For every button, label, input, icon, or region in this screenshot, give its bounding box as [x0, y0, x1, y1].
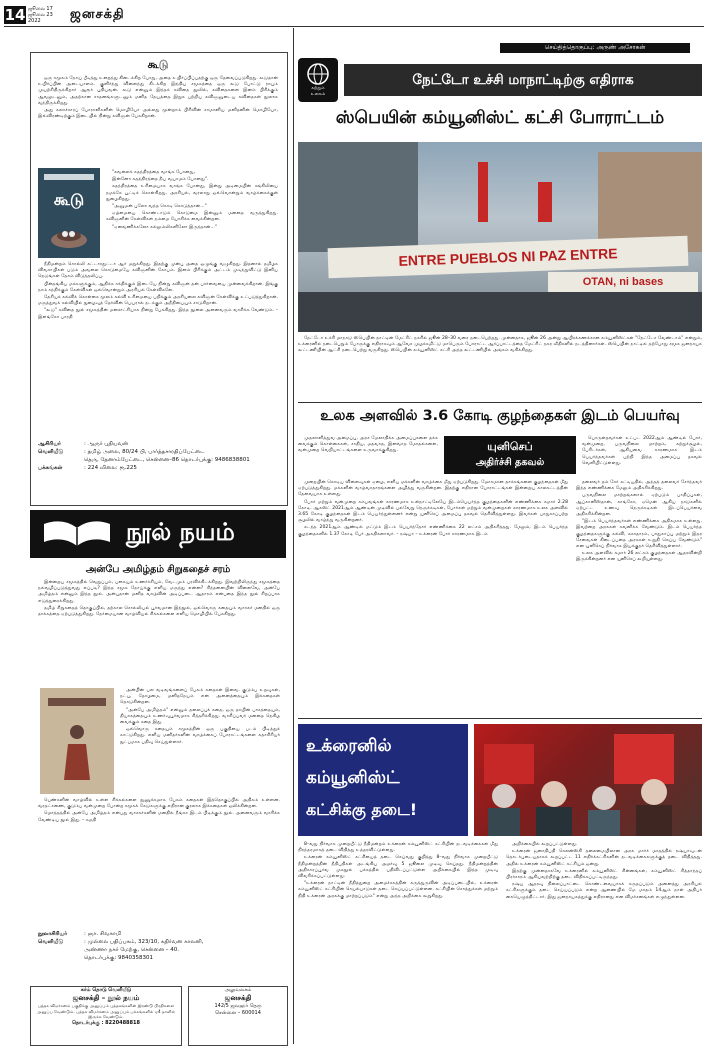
nool-nayam-banner [30, 510, 286, 558]
ad-nool-nayam [30, 986, 182, 1046]
flag [538, 182, 552, 222]
koodu-intro-text: ஒரு சமூகம் நோய் பீடித்து உறைந்து கிடைக்கிற போது, அதை உயிர்ப்பிப்பதற்கு ஒரு தேவைப்படுகிறது. கூடுதான் உயிர்ப்பின் அடையாளம். குளிர்ந்து விளைந்து கிடக்கிற இந்திய சமூகத்தை ஒரு கூடு போட்டு ராயும் முயற்சிதிருக்கிறார் ஆரூர் புதியவன். கூடு என்னும் இந்தக் கவிதை நூலில், கவிதைகளை இனம் பிரிக்கும் ஆவலுடனும், அதற்கான சாதனங்களுடனும் மனித நேயத்தை இறுக பற்றிய கவிஞனுடைய கவிதைகள் நூலாக வந்திருக்கிறது. அது கலாச்சாரப் போராளிகளின் மொழியோ அல்லது மூன்றாம் பிரிவின் சாமானிய மனிதனின் மொழியோ, இவ்விரண்டிற்கும் இடையில் நின்று கவிஞன் பேசுகிறான். [38, 76, 278, 120]
ad-phone: தொடர்புக்கு : 8220488818 [72, 1019, 140, 1026]
meta-pages-price: பக்கங்கள் : 224 விலை: ரூ.225 [38, 465, 137, 471]
ukraine-headline-line: கட்சிக்கு தடை! [306, 800, 418, 819]
ukraine-protest-photo [474, 724, 702, 836]
unicef-col3-body: தலைவர் தம் சேர் கட்டியதில், அந்தத் தலைவர் சேர்ந்தவர் இந்த எண்ணிக்கை மேலும் அதிகரிக்கிறது. பருவநிலை மாற்றங்களால் ஏற்படும் பாதிப்புகள், ஆப்கானிஸ்தான், காங்கோ, ஏமென் ஆகிய நாடுகளில் ஏற்பட்ட உணவு நெருக்கடிகள் இடப்பெயர்வை அதிகரிக்கின்றன. "இடம் பெயர்ந்தவர்கள் எண்ணிக்கை அதிகமாக உள்ளது. இவற்றை அரசுகள் கவனிக்க வேண்டும். இடம் பெயர்ந்த குழந்தைகளுக்கு கல்வி, சுகாதாரம், பாதுகாப்பு மற்றும் இதர சேவைகள் கிடைப்பதை அரசுகள் உறுதி செய்ய வேண்டும்" என யுனிசெப் நிர்வாக இயக்குநர் தெரிவித்துள்ளார். உலக அளவில் சுமார் 26 லட்சம் குழந்தைகள் ஆதரவின்றி இருக்கின்றனர் என யுனிசெப் கூறியுள்ளது. [576, 480, 702, 563]
spain-caption-text: நேட்டோ உச்சி மாநாடு ஸ்பெயின் நாட்டின் மேட்ரிட் நகரில் ஜூன் 28–30 வரை நடைபெற்றது. முன்னதாக, ஜூன் 26 அன்று ஆயிரக்கணக்கான கம்யூனிஸ்ட்கள் "நேட்டோ வேண்டாம்" என்றும், உக்ரைனில் நடைபெறும் போருக்கு எதிராகவும் ஆவேச முழக்கமிட்டு மாபெரும் போராட்ட ஆர்ப்பாட்டத்தை மேட்ரிட் நகர வீதிகளில் நடத்தினார்கள். ஸ்பெயின் நாட்டில் தற்போது சமூக ஜனநாயக கூட்டணியின் ஆட்சி நடைபெற்று வருகிறது. ஸ்பெயின் கம்யூனிஸ்ட் கட்சி அந்த கூட்டணியில் அங்கம் வகிக்கிறது. [298, 336, 702, 354]
meta-address: தெரு, தேனாம்பேட்டை, சென்னை–86 தொடர்புக்கு: 9486838801 [84, 457, 250, 463]
spain-headline-top: நேட்டோ உச்சி மாநாட்டிற்கு எதிராக [344, 64, 702, 96]
ad-body: புத்தக விமர்சனம் பகுதிக்கு அனுப்பும் புத்தகங்களின் இரண்டு பிரதிகளை அனுப்ப வேண்டும். புத்தக விமர்சனம் அனுப்பும் பக்கங்களில் ஏ4 தாளில் இருக்க வேண்டும். [36, 1003, 176, 1019]
unicef-tag-box: யுனிசெப் அதிர்ச்சி தகவல் [444, 436, 576, 474]
meta-phone: தொடர்புக்கு: 9840358301 [84, 955, 154, 961]
koodu-title: கூடு [147, 58, 169, 71]
ukraine-body-left: 8–வது நிர்வாக முறையீட்டு நீதிமன்றம் உக்ரைன் கம்யூனிஸ்ட் கட்சியின் நடவடிக்கைகள் மீது நிரந்தரமாகத் தடை விதித்து உத்தரவிட்டுள்ளது. உக்ரைன் கம்யூனிஸ்ட் கட்சியைத் தடை செய்வது குறித்து 8–வது நிர்வாக முறையீட்டு நீதிமன்றத்தின் நீதிபதிகள் அடங்கிய அமர்வு 5 ஜூலை முடிவு செய்தது. நீதிமன்றத்தின் அதிகாரப்பூர்வ முகநூல் பக்கத்தில் பதிவிடப்பட்டுள்ள அறிக்கையில் இந்த முடிவு விவரிக்கப்பட்டுள்ளது. "உக்ரைன் நாட்டின் நீதித்துறை அமைச்சகத்தின் கருத்துருவின் அடிப்படையில், உக்ரைன் கம்யூனிஸ்ட் கட்சியின் செயல்பாடுகள் தடை செய்யப்பட்டுள்ளன. கட்சியின் சொத்துக்கள் மற்றும் நிதி உக்ரைன் அரசுக்கு மாற்றப்படும்" என்று அந்த அறிக்கை கூறுகிறது. [298, 842, 498, 899]
nool-nayam-story-text: அன்பின் பல வடிவங்களைப் பேசும் கதைகள் இவை. குடும்ப உறவுகள், நட்பு, தோழமை, மனிதநேயம் என அனைத்தையும் இக்கதைகள் தொடுகின்றன. "அன்பே அமிழ்தம்" என்னும் தலைப்புக் கதை, ஒரு தாயின் பாசத்தையும், தியாகத்தையும் உணர்வுபூர்வமாக சித்தரிக்கிறது. வாசிப்பவர் மனதை நெகிழ வைக்கும் கதை இது. ஒவ்வொரு கதையும் சமூகத்தின் ஒரு பகுதியை படம் பிடித்துக் காட்டுகிறது. எளிய மனிதர்களின் வாழ்க்கைப் போராட்டங்களை கதாசிரியர் நுட்பமாக பதிவு செய்துள்ளார். [120, 688, 280, 745]
ad-office-address: 142/5 ஜவஹர் தெரு [214, 1003, 262, 1009]
section-rule [298, 402, 702, 403]
ukraine-headline-box [298, 724, 468, 836]
unicef-headline: உலக அளவில் 3.6 கோடி குழந்தைகள் இடம் பெயர்வு [320, 408, 680, 424]
open-book-icon [42, 518, 112, 550]
section-logo [298, 58, 338, 102]
globe-icon [306, 62, 330, 86]
nool-nayam-closing: பெண்களின் வாழ்வில் உள்ள சிக்கல்களை நுணுக்கமாக பேசும் கதைகள் இத்தொகுப்பில் அதிகம் உள்ளன. வரதட்சணை, குடும்ப வன்முறை போன்ற சமூகக் கேடுகளுக்கு எதிரான குரலாக இக்கதைகள் ஒலிக்கின்றன. மொத்தத்தில் அன்பே அமிழ்தம் என்பது வாசகர்களின் மனதில் நீங்கா இடம் பிடிக்கும் நூல். அனைவரும் வாசிக்க வேண்டிய நூல் இது. – சுமதி [38, 798, 280, 823]
meta-address: அண்ணா நகர் மேற்கு, சென்னை – 40. [84, 947, 180, 953]
spain-headline-main: ஸ்பெயின் கம்யூனிஸ்ட் கட்சி போராட்டம் [335, 108, 665, 128]
meta-author: நூலாசிரியர் : ஞா. சிவகாமி [38, 931, 122, 937]
ukraine-body-right: அறிக்கையில் கூறப்பட்டுள்ளது. உக்ரைன் ஜனாதிபதி செலன்ஸ்கி தலைமையிலான அரசு மார்ச் மாதத்தில் ரஷ்யாவுடன் தொடர்புடையதாகக் கூறப்பட்ட 11 எதிர்க்கட்சிகளின் நடவடிக்கைகளுக்குத் தடை விதித்தது. அதில் உக்ரைன் கம்யூனிஸ்ட் கட்சியும் ஒன்று. இதற்கு முன்னதாகவே உக்ரைனில் கம்யூனிஸ்ட் சின்னங்கள், கம்யூனிஸ்ட் சித்தாந்தப் பிரச்சாரம் ஆகியவற்றிற்கு தடை விதிக்கப்பட்டிருந்தது. ரஷ்ய ஆதரவு நிலைப்பாட்டை கொண்டவையாகக் கருதப்படும் அனைத்து அரசியல் கட்சிகளுக்கும் தடை செய்யப்படும் என்ற ஆணையில் மே மாதம் 14ஆம் நாள் அதிபர் கையெழுத்திட்டார். இது ஜனநாயகத்துக்கு எதிரானது என விமர்சனங்கள் எழுந்துள்ளன. [506, 842, 702, 900]
cover-stripe [44, 174, 94, 180]
cover-title: கூடு [53, 190, 85, 209]
nool-nayam-intro: இன்றைய சமூகத்தில் வெறுப்பும், பகையும் உணர்ச்சியும், வேடமும் பரவிக்கிடக்கிறது. இவற்றிலிருந்து சமூகத்தை நல்வழிப்படுத்துவது எப்படி? இந்த சமூக நோய்க்கு எளிய மருந்து என்ன? சிந்தனையின் விளைவே, அன்பே அமிழ்தம் என்னும் இந்த நூல். அன்புதான் மனித வாழ்வின் அடிப்படை ஆதாரம் என்பதை இந்த நூல் சிறப்பாக எடுத்துரைக்கிறது. தமிழ் சிறுகதைத் தொகுப்பில், தற்கால சொல்லியல் பூர்வமான இந்நூல், ஒவ்வொரு கதையும் வாசகர் மனதில் ஒரு தாக்கத்தை ஏற்படுத்துகிறது. நேர்மையான வாழ்வியல் சிக்கல்களை எளிய மொழியில் பேசுகிறது. [38, 580, 280, 618]
koodu-body-text: நீதிமன்றம் சொல்லி கட்டாரதுட்டா ஆர் மறுக்கிறது. இதற்கு முன்பு அதை ஒழுங்கு வழுகிறது. இதனால் தமிழக விவசாயிகள் படும் அவலை கொடுமையே கவிஞனின் கோபம். இனம் பிரிக்கும் அட்டம் முடிந்துவிட்டு இனிய நெடுங்கள் தேசம் விடுத்தலிப்பு. பின்தங்கிய மக்களுக்கும், ஆதிக்க சக்திக்கும் இடையே நின்று கவிஞன் தன் பார்வையை முன்வைக்கிறான். இங்கு நாம் சந்திக்கும் கேள்விகள் ஒவ்வொன்றும் அரசியல் கேள்விகளே. தேசியக் கல்விக் கொள்கை மூலம் கல்வி உரிமையை பறிக்கும் அரசியலை கவிஞன் கேள்விக்கு உட்படுத்துகிறான். மருத்துவக் கல்வியில் நுழைவுத் தேர்வின் பெயரால் நடக்கும் அநீதியையும் சாடுகிறான். "கூடு" கவிதை நூல் சமூகத்தின் மனசாட்சியாக நின்று பேசுகிறது. இந்த நூலை அனைவரும் வாசிக்க வேண்டும். – இளங்கோ பாரதி [38, 262, 278, 320]
ad-paper: ஜனசக்தி – நூல் நயம் [72, 994, 140, 1002]
ukraine-headline-line: உக்ரைனில் [306, 736, 392, 756]
ad-office [188, 986, 288, 1046]
section-rule [298, 718, 702, 719]
meta-publisher: வெளியீடு : முல்லை பதிப்பகம், 323/10, கதிர்வன காலனி, [38, 939, 204, 945]
koodu-poem: "கவலைக் கதந்திரத்தை வாங்க போனது, இன்னோ சுதந்திரத்தை நீய வயாமம் போனது". சுதந்திரத்தை உரிமையாக வாங்க போனது, இன்று அடிமையின் சங்கிலியை நமக்கே பூட்டிக் கொள்கிறது. அரசியல், வரலாறு ஒவ்வொன்றும் வாழ்க்கைக்குள் நுழைகிறது. "அனுமன் புலோ வந்த கொடி கொடுத்தான்..." ஏழ்மையை கொண்டாடும் கொடுமை இன்னும் மனதை வருத்துகிறது. கவிஞனின் கேள்விகள் நம்மை யோசிக்க வைக்கின்றன. "ஏனவணிக்கலோ கல்லும்லிகளிலோ இருந்தான்..." [106, 170, 278, 230]
ad-office-paper: ஜனசக்தி [224, 994, 252, 1002]
nest-icon [48, 218, 90, 250]
page-number: 14 [4, 6, 26, 24]
crowd-illustration [474, 774, 702, 836]
ukraine-headline-line: கம்யூனிஸ்ட் [306, 768, 400, 788]
building-left [298, 142, 418, 252]
ad-title: கர்ம் தொடு வெளியீடு [80, 987, 132, 993]
unicef-col1-a: முதலாளித்துவ அமைப்பு, அரச மேலாதிக்க அமைப்புகளை தக்க வைக்கும் கொள்கைகள், சாதிய, மதவாத, இனவாத மோதல்களை, வன்முறை வெறியாட்டங்களை உருவாக்குகிறது. [298, 436, 438, 454]
crowd [298, 292, 702, 332]
ad-office-city: சென்னை – 600014 [215, 1010, 261, 1016]
section-logo-text: சுற்றும் உலகம் [310, 86, 326, 97]
koodu-book-cover [38, 168, 100, 258]
unicef-col3-a: பொருள்தவர்கள் உட்பட 2022ஆம் ஆண்டில் போர், வன்முறை, பருவநிலை மாற்றம், சுற்றுச்சூழல், பேரிடர்கள், ஆகியவை காரணமாக இடம் பெயர்ந்தவர்கள் பற்றி இந்த அமைப்பு தகவல் வெளியிட்டுள்ளது. [582, 436, 702, 466]
header-rule [4, 26, 704, 27]
nool-nayam-title: நூல் நயம் [126, 518, 235, 546]
nool-nayam-subtitle: அன்பே அமிழ்தம் சிறுகதைச் சரம் [85, 564, 231, 575]
ad-office-title: அலுவலகம் [224, 987, 252, 993]
nool-nayam-meta [38, 930, 280, 962]
flag [478, 162, 488, 222]
column-byline: செய்தித்தொகுப்பு: அருண் அசோகன் [500, 43, 690, 53]
spain-protest-photo [298, 142, 702, 332]
unicef-col12-body: முறையின் கொடிய விளைவுகள் ஏழை, எளிய மக்களின் வாழ்க்கை மீது ஏற்படுகிறது. மோசமான தாக்கங்களை குழந்தைகள் மீது ஏற்படுத்துகிறது. மக்களின் வாழ்வாதாரங்களை அழித்து வருகின்றன. இதற்கு எதிரான போராட்டங்கள் இன்றைய காலகட்டத்தின் தேவையாக உள்ளது. போர் மற்றும் வன்முறை சம்பவங்கள் காரணமாக உள்நாட்டிலேயே இடம்பெயர்ந்த குழந்தைகளின் எண்ணிக்கை சுமார் 2.28 கோடி. ஆகஸ்ட் 2021ஆம் ஆண்டின் முடிவில் பல்வேறு நெருக்கடிகள், போர்கள் மற்றும் வன்முறைகள் காரணமாக உலக அளவில் 3.65 கோடி குழந்தைகள் இடம் பெயர்ந்துள்ளனர் என்று யுனிசெப் அமைப்பு தகவல் தெரிவித்துள்ளது. இவர்கள் பாதுகாப்பற்ற சூழலில் வாழ்ந்து வருகின்றனர். கடந்த 2021ஆம் ஆண்டில் மட்டும் இடம் பெயர்ந்தோர் எண்ணிக்கை 22 லட்சம் அதிகரித்தது. மேலும், இடம் பெயர்ந்த குழந்தைகளில் 1.37 கோடி பேர் அகதிகளாவர். – ரஷ்யா – உக்ரைன் போர் காரணமாக இடம் [298, 480, 568, 537]
koodu-book-meta [38, 440, 278, 472]
issue-date: ஜூலை 17 ஜூலை 23 2022 [28, 6, 53, 24]
column-divider [293, 28, 294, 1044]
meta-author: ஆசிரியர் : ஆருர் புதியவன் [38, 441, 129, 447]
meta-publisher: வெளியீடு : தமிழ் அலை, 80/24 பி, பார்த்தசாரதிப்பேட்டை [38, 449, 205, 455]
paper-name: ஜனசக்தி [70, 7, 125, 22]
protest-banner-2: OTAN, ni bases [548, 272, 698, 292]
figure-illustration-icon [54, 722, 100, 782]
anbe-book-cover [40, 688, 114, 794]
protest-banner: ENTRE PUEBLOS NI PAZ ENTRE [328, 236, 689, 279]
cover-title-bar [48, 698, 106, 706]
